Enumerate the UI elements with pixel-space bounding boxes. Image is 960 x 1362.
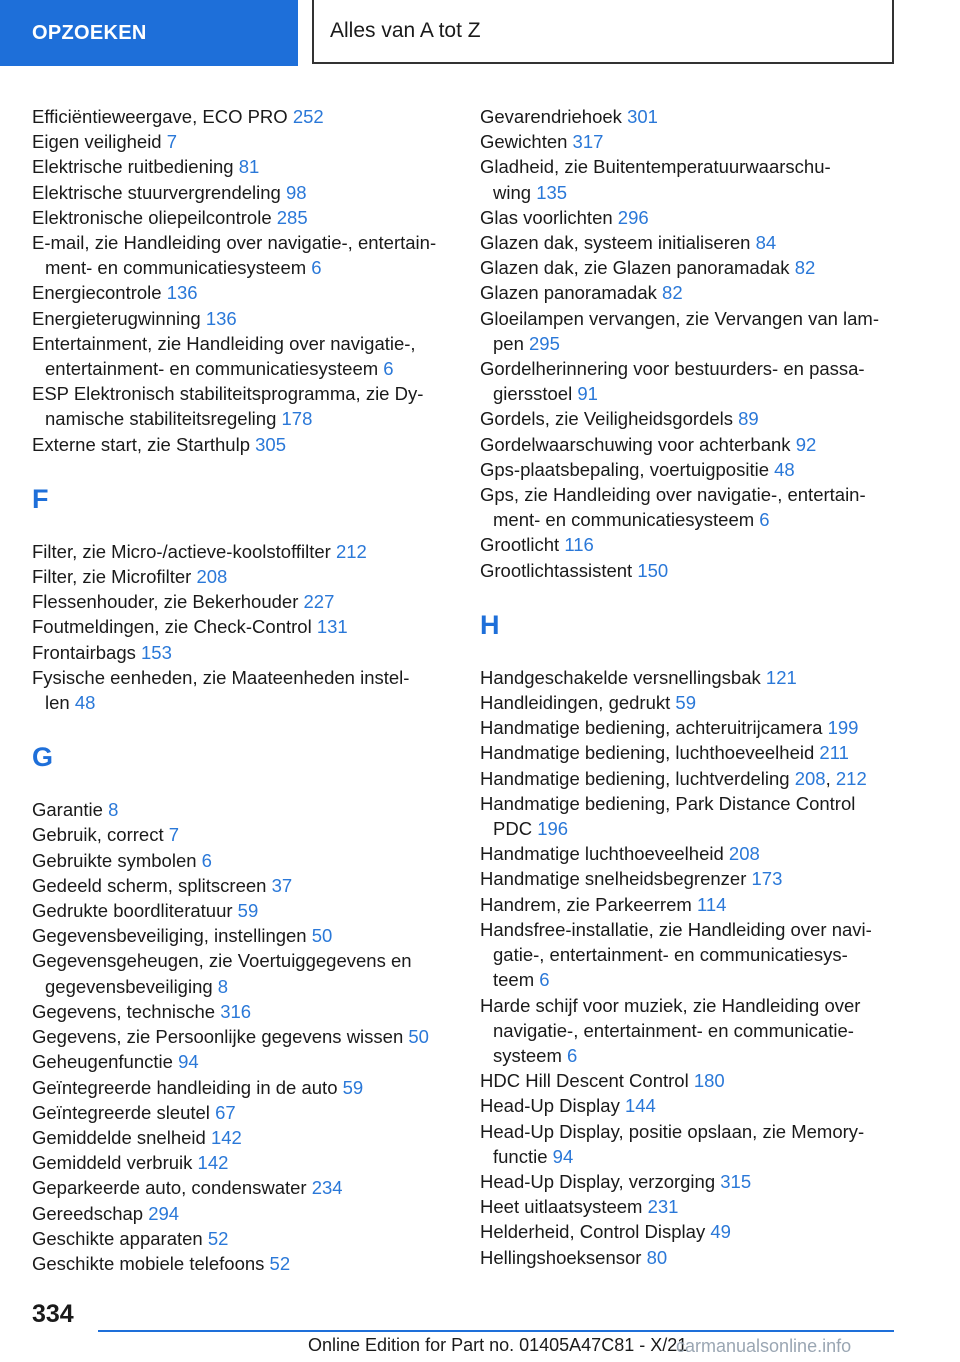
index-entry [32, 104, 462, 129]
entry-text: Flessenhouder, zie Bekerhouder [32, 591, 304, 613]
entry-text: Handmatige bediening, luchtverdeling [480, 767, 795, 789]
index-entry [32, 1226, 462, 1251]
index-entry [32, 923, 462, 948]
index-entry [32, 539, 462, 564]
page-link[interactable]: 153 [141, 641, 172, 663]
entry-text: gatie-, entertainment- en communicatiesys- [493, 944, 848, 966]
index-entry [480, 356, 900, 406]
entry-text: Garantie [32, 799, 109, 821]
entry-text: ment- en communicatiesysteem [45, 257, 312, 279]
page-link[interactable]: 82 [794, 257, 816, 279]
index-entry [480, 766, 900, 791]
index-entry [32, 1100, 462, 1125]
entry-text: Geïntegreerde sleutel [32, 1101, 216, 1123]
index-entry [480, 532, 900, 557]
page-link[interactable]: 52 [207, 1227, 229, 1249]
page-link[interactable]: 150 [637, 559, 669, 581]
index-entry [32, 331, 462, 381]
page-link[interactable]: 208 [196, 566, 228, 588]
page-link[interactable]: 196 [537, 818, 569, 840]
index-entry [32, 180, 462, 205]
entry-text: Geparkeerde auto, condenswater [32, 1177, 312, 1199]
entry-text: gegevensbeveiliging [45, 975, 218, 997]
index-entry [480, 558, 900, 583]
entry-text: PDC [493, 818, 538, 840]
entry-text: Handmatige bediening, luchthoeveelheid [480, 742, 820, 764]
page-link[interactable]: 48 [74, 692, 96, 714]
page-link[interactable]: 94 [178, 1051, 199, 1073]
entry-text: Filter, zie Micro-/actieve-koolstoffilter [32, 540, 336, 562]
index-entry [480, 1169, 900, 1194]
index-entry [32, 589, 462, 614]
index-entry [32, 154, 462, 179]
entry-text: Gordelherinnering voor bestuurders- en passa- [480, 358, 865, 380]
entry-text: Head-Up Display, positie opslaan, zie Memory- [480, 1120, 865, 1142]
page-link[interactable]: 178 [281, 408, 313, 430]
page-link[interactable]: 142 [210, 1126, 242, 1148]
entry-text: Gloeilampen vervangen, zie Vervangen van lam- [480, 307, 880, 329]
entry-text: Glazen dak, zie Glazen panoramadak [480, 257, 795, 279]
entry-text: Gereedschap [32, 1202, 149, 1224]
page-link[interactable]: 91 [577, 383, 598, 405]
page-link[interactable]: 212 [335, 540, 367, 562]
entry-text: functie [493, 1145, 553, 1167]
entry-text: Handmatige bediening, Park Distance Control [480, 792, 856, 814]
entry-text: entertainment- en communicatiesysteem [45, 358, 384, 380]
index-entry [480, 457, 900, 482]
page-link[interactable]: 84 [755, 232, 777, 254]
index-entry [480, 1219, 900, 1244]
entry-text: ESP Elektronisch stabiliteitsprogramma, zie Dy- [32, 383, 424, 405]
entry-text: Frontairbags [32, 641, 141, 663]
entry-text: HDC Hill Descent Control [480, 1070, 694, 1092]
page-link[interactable]: 7 [166, 131, 178, 153]
entry-text: pen [493, 332, 530, 354]
entry-text: namische stabiliteitsregeling [45, 408, 282, 430]
index-entry [32, 948, 462, 998]
index-entry [480, 280, 900, 305]
entry-text: Gegevens, zie Persoonlijke gegevens wissen [32, 1026, 409, 1048]
index-entry [480, 993, 900, 1069]
entry-text: Gebruik, correct [32, 824, 169, 846]
index-entry [480, 665, 900, 690]
entry-text: Energieterugwinning [32, 307, 206, 329]
entry-text: Harde schijf voor muziek, zie Handleiding over [480, 994, 861, 1016]
page-link[interactable]: 81 [238, 156, 260, 178]
page-link[interactable]: 8 [108, 799, 119, 821]
index-entry [480, 432, 900, 457]
page-link[interactable]: 234 [311, 1177, 343, 1199]
index-entry [32, 205, 462, 230]
page-link[interactable]: 50 [408, 1026, 429, 1048]
entry-text: Efficiëntieweergave, ECO PRO [32, 106, 293, 127]
page-link[interactable]: 208 [794, 767, 826, 789]
index-entry [480, 482, 900, 532]
page-link[interactable]: 212 [835, 767, 867, 789]
page-link[interactable]: 135 [536, 181, 568, 203]
footer-divider [98, 1330, 894, 1332]
page-link[interactable]: 37 [271, 874, 293, 896]
entry-text: Filter, zie Microfilter [32, 566, 197, 588]
index-entry [32, 280, 462, 305]
entry-text: Elektronische oliepeilcontrole [32, 206, 277, 228]
entry-text: Heet uitlaatsysteem [480, 1196, 648, 1218]
entry-text: Handsfree-installatie, zie Handleiding over navi- [480, 918, 872, 940]
index-entry [480, 1068, 900, 1093]
index-entry [480, 1245, 900, 1270]
page-link[interactable]: 59 [342, 1076, 364, 1098]
page-link[interactable]: 317 [572, 131, 604, 153]
entry-text: Handmatige snelheidsbegrenzer [480, 868, 752, 890]
entry-text: Externe start, zie Starthulp [32, 433, 256, 455]
page-link[interactable]: 7 [168, 824, 180, 846]
index-column-left [32, 104, 462, 1276]
index-entry [32, 129, 462, 154]
page-link[interactable]: 295 [529, 332, 560, 354]
entry-text: systeem [493, 1044, 568, 1066]
page-link[interactable]: 82 [662, 282, 683, 304]
entry-text: teem [493, 969, 540, 991]
entry-text: Hellingshoeksensor [480, 1246, 647, 1268]
entry-text: Handleidingen, gedrukt [480, 692, 676, 714]
index-entry [32, 1150, 462, 1175]
entry-text: len [45, 692, 75, 714]
index-entry [32, 230, 462, 280]
page-link[interactable]: 231 [647, 1196, 679, 1218]
index-entry [480, 715, 900, 740]
edition-text: Online Edition for Part no. 01405A47C81 - X/21 [308, 1335, 688, 1355]
page-link[interactable]: 173 [751, 868, 783, 890]
chapter-title: Alles van A tot Z [312, 0, 894, 64]
index-entry [32, 1125, 462, 1150]
page-link[interactable]: 59 [675, 692, 696, 714]
index-entry [480, 1194, 900, 1219]
index-entry [32, 1251, 462, 1276]
entry-text: Glazen dak, systeem initialiseren [480, 232, 756, 254]
entry-text: Gordels, zie Veiligheidsgordels [480, 408, 739, 430]
page-link[interactable]: 208 [728, 843, 760, 865]
page-link[interactable]: 144 [624, 1095, 656, 1117]
entry-text: Gegevensbeveiliging, instellingen [32, 925, 312, 947]
page-link[interactable]: 49 [710, 1221, 731, 1243]
entry-text: Head-Up Display, verzorging [480, 1170, 721, 1192]
index-entry [32, 1024, 462, 1049]
page-link[interactable]: 305 [255, 433, 287, 455]
entry-text: Elektrische ruitbediening [32, 156, 239, 178]
index-entry [32, 822, 462, 847]
index-entry [32, 999, 462, 1024]
index-entry [32, 1075, 462, 1100]
page-number: 334 [32, 1300, 74, 1328]
index-entry [480, 205, 900, 230]
index-entry [32, 898, 462, 923]
index-entry [32, 873, 462, 898]
page-link[interactable]: 136 [166, 282, 198, 304]
index-column-right [480, 104, 900, 1270]
page-link[interactable]: 6 [201, 849, 212, 871]
entry-text: Fysische eenheden, zie Maateenheden instel- [32, 666, 410, 688]
entry-text: giersstoel [493, 383, 578, 405]
entry-text: Grootlicht [480, 534, 565, 556]
index-entry [480, 740, 900, 765]
entry-text: Gevarendriehoek [480, 106, 628, 127]
index-entry [32, 1049, 462, 1074]
entry-text: Grootlichtassistent [480, 559, 638, 581]
index-entry [32, 1175, 462, 1200]
index-entry [32, 381, 462, 431]
page-link[interactable]: 136 [205, 307, 237, 329]
page-link[interactable]: 92 [795, 433, 817, 455]
index-entry [480, 690, 900, 715]
entry-text: wing [493, 181, 537, 203]
page-link[interactable]: 6 [539, 969, 550, 991]
index-entry [32, 564, 462, 589]
entry-text: Gladheid, zie Buitentemperatuurwaarschu- [480, 156, 831, 178]
index-entry [32, 797, 462, 822]
entry-text: E-mail, zie Handleiding over navigatie-, entertain- [32, 232, 437, 254]
entry-text: Gemiddelde snelheid [32, 1126, 211, 1148]
index-entry [480, 866, 900, 891]
entry-text: Gordelwaarschuwing voor achterbank [480, 433, 796, 455]
page-link[interactable]: 301 [627, 106, 658, 127]
page-link[interactable]: 80 [646, 1246, 668, 1268]
entry-text: Energiecontrole [32, 282, 167, 304]
page-link[interactable]: 294 [148, 1202, 180, 1224]
page-link[interactable]: 121 [765, 666, 797, 688]
entry-text: Helderheid, Control Display [480, 1221, 711, 1243]
index-entry [480, 255, 900, 280]
entry-text: Gegevensgeheugen, zie Voertuiggegevens en [32, 950, 412, 972]
entry-text: Handmatige luchthoeveelheid [480, 843, 729, 865]
entry-text: Glas voorlichten [480, 206, 618, 228]
index-entry [32, 432, 462, 457]
entry-text: Geïntegreerde handleiding in de auto [32, 1076, 343, 1098]
entry-text: Entertainment, zie Handleiding over navigatie-, [32, 332, 416, 354]
index-entry [480, 791, 900, 841]
entry-text: navigatie-, entertainment- en communicatie- [493, 1019, 854, 1041]
index-entry [480, 841, 900, 866]
index-letter-heading: G [32, 742, 54, 773]
page-link[interactable]: 48 [774, 458, 795, 480]
page-link[interactable]: 252 [292, 106, 324, 127]
index-entry [480, 154, 900, 204]
page-link[interactable]: 6 [311, 257, 322, 279]
page-link[interactable]: 98 [286, 181, 307, 203]
index-entry [480, 230, 900, 255]
section-tab[interactable]: OPZOEKEN [0, 0, 298, 66]
page-link[interactable]: 180 [693, 1070, 725, 1092]
page-link[interactable]: 199 [827, 717, 859, 739]
page-link[interactable]: 59 [237, 900, 259, 922]
page-link[interactable]: 67 [215, 1101, 236, 1123]
index-entry [32, 1201, 462, 1226]
entry-text: Gps-plaatsbepaling, voertuigpositie [480, 458, 775, 480]
page-link[interactable]: 211 [819, 742, 849, 764]
entry-text: Eigen veiligheid [32, 131, 167, 153]
index-entry [480, 129, 900, 154]
entry-text: ment- en communicatiesysteem [493, 509, 760, 531]
page-link[interactable]: 114 [696, 893, 727, 915]
index-entry [32, 614, 462, 639]
index-letter-heading: F [32, 483, 49, 514]
page-link[interactable]: 316 [220, 1000, 252, 1022]
page-link[interactable]: 6 [383, 358, 394, 380]
entry-text: Elektrische stuurvergrendeling [32, 181, 286, 203]
index-entry [480, 1119, 900, 1169]
index-entry [32, 640, 462, 665]
page-link[interactable]: 94 [552, 1145, 574, 1167]
page-link[interactable]: 8 [217, 975, 229, 997]
entry-text: Foutmeldingen, zie Check-Control [32, 616, 317, 638]
entry-text: Gebruikte symbolen [32, 849, 202, 871]
page-link[interactable]: 315 [720, 1170, 752, 1192]
index-letter-heading: H [480, 609, 500, 640]
entry-text: Gewichten [480, 131, 573, 153]
entry-text: Gps, zie Handleiding over navigatie-, entertain- [480, 484, 866, 506]
page-link[interactable]: 296 [617, 206, 649, 228]
page-link[interactable]: 227 [303, 591, 335, 613]
page-link[interactable]: 50 [311, 925, 333, 947]
index-entry [480, 1093, 900, 1118]
page-link[interactable]: 285 [276, 206, 308, 228]
page-link[interactable]: 89 [738, 408, 759, 430]
index-entry [480, 406, 900, 431]
entry-text: Glazen panoramadak [480, 282, 663, 304]
index-entry [32, 848, 462, 873]
entry-text: Handgeschakelde versnellingsbak [480, 666, 766, 688]
entry-text: Geheugenfunctie [32, 1051, 179, 1073]
entry-text: Handmatige bediening, achteruitrijcamera [480, 717, 828, 739]
entry-text: Geschikte apparaten [32, 1227, 208, 1249]
page-link[interactable]: 6 [567, 1044, 578, 1066]
index-entry [480, 892, 900, 917]
index-entry [32, 665, 462, 715]
page-link[interactable]: 116 [564, 534, 594, 556]
index-entry [480, 104, 900, 129]
page-link[interactable]: 142 [197, 1152, 229, 1174]
page-link[interactable]: 131 [316, 616, 348, 638]
entry-text: Handrem, zie Parkeerrem [480, 893, 697, 915]
page-header [0, 0, 960, 66]
entry-text: Geschikte mobiele telefoons [32, 1252, 270, 1274]
entry-text: Gedrukte boordliteratuur [32, 900, 238, 922]
entry-text: Gedeeld scherm, splitscreen [32, 874, 272, 896]
entry-text: Gegevens, technische [32, 1000, 221, 1022]
page-link[interactable]: 6 [759, 509, 770, 531]
entry-text: Head-Up Display [480, 1095, 625, 1117]
index-entry [480, 917, 900, 993]
watermark: carmanualsonline.info [676, 1336, 852, 1356]
entry-text: Gemiddeld verbruik [32, 1152, 198, 1174]
page-separator: , [825, 767, 836, 789]
index-entry [480, 306, 900, 356]
page-link[interactable]: 52 [269, 1252, 291, 1274]
index-entry [32, 306, 462, 331]
